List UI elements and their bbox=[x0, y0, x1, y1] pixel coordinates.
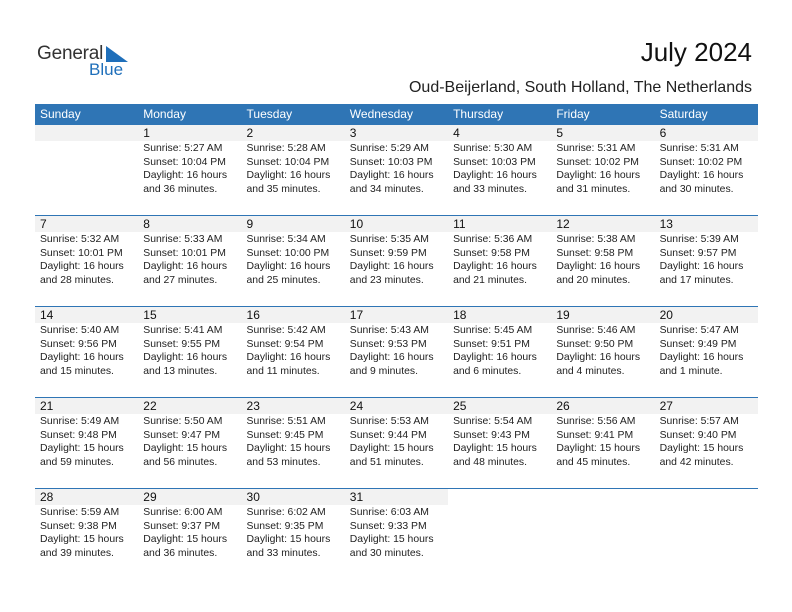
logo-general-text: General bbox=[37, 43, 104, 64]
day-daylight1-text: Daylight: 15 hours bbox=[453, 443, 537, 454]
day-cell bbox=[345, 125, 448, 199]
day-sunset-text: Sunset: 9:33 PM bbox=[349, 520, 427, 532]
day-number: 7 bbox=[35, 216, 138, 232]
day-daylight1-text: Daylight: 16 hours bbox=[349, 352, 434, 363]
day-sun-info bbox=[350, 505, 448, 560]
day-sunrise-text: Sunrise: 6:02 AM bbox=[246, 507, 326, 518]
day-daylight1-text: Daylight: 16 hours bbox=[143, 352, 228, 363]
day-cell bbox=[551, 216, 654, 290]
day-sunset-text: Sunset: 9:43 PM bbox=[453, 429, 530, 441]
day-daylight2-text: and 27 minutes. bbox=[143, 274, 218, 286]
day-cell bbox=[35, 307, 138, 381]
day-daylight2-text: and 6 minutes. bbox=[453, 365, 522, 377]
day-daylight1-text: Daylight: 16 hours bbox=[453, 170, 537, 181]
day-daylight1-text: Daylight: 16 hours bbox=[349, 170, 434, 181]
day-number: 11 bbox=[448, 216, 551, 232]
day-number bbox=[35, 125, 138, 141]
day-number bbox=[551, 489, 654, 505]
weekday-saturday: Saturday bbox=[659, 107, 708, 121]
day-number: 24 bbox=[345, 398, 448, 414]
day-daylight2-text: and 45 minutes. bbox=[556, 456, 631, 468]
day-number: 5 bbox=[551, 125, 654, 141]
day-daylight1-text: Daylight: 15 hours bbox=[246, 534, 331, 545]
day-daylight1-text: Daylight: 16 hours bbox=[556, 352, 641, 363]
day-cell bbox=[551, 307, 654, 381]
weekday-wednesday: Wednesday bbox=[349, 107, 413, 121]
day-daylight1-text: Daylight: 15 hours bbox=[349, 534, 434, 545]
day-cell bbox=[448, 216, 551, 290]
day-daylight2-text: and 30 minutes. bbox=[659, 183, 734, 195]
day-sunset-text: Sunset: 10:01 PM bbox=[143, 247, 226, 259]
logo bbox=[37, 43, 137, 83]
day-sun-info bbox=[556, 141, 654, 196]
day-sunrise-text: Sunrise: 6:03 AM bbox=[349, 507, 429, 518]
day-daylight2-text: and 21 minutes. bbox=[453, 274, 527, 286]
day-daylight1-text: Daylight: 16 hours bbox=[659, 170, 744, 181]
day-sunrise-text: Sunrise: 5:38 AM bbox=[556, 234, 636, 245]
day-cell bbox=[345, 307, 448, 381]
day-daylight2-text: and 11 minutes. bbox=[246, 365, 320, 377]
day-sunset-text: Sunset: 10:03 PM bbox=[453, 156, 536, 168]
day-sunrise-text: Sunrise: 5:45 AM bbox=[453, 325, 533, 336]
day-cell bbox=[35, 398, 138, 472]
day-daylight1-text: Daylight: 16 hours bbox=[453, 261, 537, 272]
day-sun-info bbox=[556, 232, 654, 287]
day-sunset-text: Sunset: 9:54 PM bbox=[246, 338, 324, 350]
empty-day-cell bbox=[448, 489, 551, 563]
day-cell bbox=[242, 398, 345, 472]
day-sunrise-text: Sunrise: 5:31 AM bbox=[556, 143, 636, 154]
empty-day-cell bbox=[655, 489, 758, 563]
calendar-week bbox=[35, 488, 758, 563]
day-sun-info bbox=[40, 323, 138, 378]
day-sunrise-text: Sunrise: 5:35 AM bbox=[349, 234, 429, 245]
day-daylight2-text: and 1 minute. bbox=[659, 365, 723, 377]
day-sun-info bbox=[556, 414, 654, 469]
day-number: 8 bbox=[138, 216, 241, 232]
day-cell bbox=[242, 125, 345, 199]
day-sunset-text: Sunset: 10:04 PM bbox=[143, 156, 226, 168]
day-cell bbox=[345, 398, 448, 472]
day-cell bbox=[138, 307, 241, 381]
day-sunset-text: Sunset: 9:55 PM bbox=[143, 338, 221, 350]
day-sunset-text: Sunset: 9:41 PM bbox=[556, 429, 634, 441]
day-daylight2-text: and 35 minutes. bbox=[246, 183, 321, 195]
day-daylight2-text: and 31 minutes. bbox=[556, 183, 631, 195]
day-daylight1-text: Daylight: 16 hours bbox=[143, 170, 228, 181]
day-sunset-text: Sunset: 9:37 PM bbox=[143, 520, 221, 532]
day-number bbox=[448, 489, 551, 505]
day-cell bbox=[35, 216, 138, 290]
day-sunset-text: Sunset: 9:56 PM bbox=[40, 338, 117, 350]
day-sunset-text: Sunset: 10:02 PM bbox=[659, 156, 743, 168]
day-daylight1-text: Daylight: 16 hours bbox=[143, 261, 228, 272]
week-row bbox=[35, 489, 758, 563]
day-sun-info bbox=[660, 141, 758, 196]
day-sunrise-text: Sunrise: 5:59 AM bbox=[40, 507, 120, 518]
day-sunset-text: Sunset: 9:59 PM bbox=[349, 247, 427, 259]
day-number: 20 bbox=[655, 307, 758, 323]
day-sunrise-text: Sunrise: 5:29 AM bbox=[349, 143, 429, 154]
day-daylight2-text: and 48 minutes. bbox=[453, 456, 527, 468]
day-sunrise-text: Sunrise: 5:34 AM bbox=[246, 234, 326, 245]
day-daylight1-text: Daylight: 16 hours bbox=[246, 170, 331, 181]
day-daylight2-text: and 39 minutes. bbox=[40, 547, 114, 559]
day-number: 18 bbox=[448, 307, 551, 323]
day-sunset-text: Sunset: 9:49 PM bbox=[659, 338, 737, 350]
day-number: 30 bbox=[242, 489, 345, 505]
week-row bbox=[35, 307, 758, 381]
weekday-tuesday: Tuesday bbox=[246, 107, 293, 121]
day-daylight2-text: and 23 minutes. bbox=[349, 274, 424, 286]
day-daylight1-text: Daylight: 15 hours bbox=[40, 534, 124, 545]
day-daylight1-text: Daylight: 16 hours bbox=[40, 261, 124, 272]
day-daylight1-text: Daylight: 16 hours bbox=[246, 352, 331, 363]
day-sun-info bbox=[143, 323, 241, 378]
day-number: 25 bbox=[448, 398, 551, 414]
day-daylight1-text: Daylight: 16 hours bbox=[556, 170, 641, 181]
day-sunrise-text: Sunrise: 5:30 AM bbox=[453, 143, 533, 154]
day-daylight2-text: and 53 minutes. bbox=[246, 456, 321, 468]
day-sun-info bbox=[143, 414, 241, 469]
day-sunrise-text: Sunrise: 5:50 AM bbox=[143, 416, 223, 427]
day-cell bbox=[138, 489, 241, 563]
day-sun-info bbox=[247, 232, 345, 287]
day-sunset-text: Sunset: 10:01 PM bbox=[40, 247, 123, 259]
day-sunset-text: Sunset: 9:45 PM bbox=[246, 429, 324, 441]
day-cell bbox=[551, 125, 654, 199]
day-number: 31 bbox=[345, 489, 448, 505]
day-daylight1-text: Daylight: 16 hours bbox=[453, 352, 537, 363]
day-number: 17 bbox=[345, 307, 448, 323]
day-daylight2-text: and 15 minutes. bbox=[40, 365, 114, 377]
day-sunset-text: Sunset: 9:44 PM bbox=[349, 429, 427, 441]
calendar-week bbox=[35, 397, 758, 472]
day-cell bbox=[655, 398, 758, 472]
day-daylight2-text: and 9 minutes. bbox=[349, 365, 418, 377]
day-daylight1-text: Daylight: 15 hours bbox=[143, 534, 228, 545]
logo-blue-text: Blue bbox=[89, 60, 124, 79]
day-sun-info bbox=[247, 505, 345, 560]
day-sun-info bbox=[453, 323, 551, 378]
day-cell bbox=[655, 125, 758, 199]
day-number: 27 bbox=[655, 398, 758, 414]
day-cell bbox=[35, 489, 138, 563]
day-sun-info bbox=[247, 141, 345, 196]
day-sunrise-text: Sunrise: 5:47 AM bbox=[659, 325, 739, 336]
empty-day-cell bbox=[551, 489, 654, 563]
day-sunset-text: Sunset: 9:47 PM bbox=[143, 429, 221, 441]
day-sunrise-text: Sunrise: 5:41 AM bbox=[143, 325, 223, 336]
weekday-thursday: Thursday bbox=[453, 107, 504, 121]
day-number bbox=[655, 489, 758, 505]
day-sun-info bbox=[247, 414, 345, 469]
day-sun-info bbox=[143, 232, 241, 287]
day-number: 22 bbox=[138, 398, 241, 414]
day-daylight2-text: and 20 minutes. bbox=[556, 274, 631, 286]
day-sunrise-text: Sunrise: 5:39 AM bbox=[659, 234, 739, 245]
day-sunrise-text: Sunrise: 6:00 AM bbox=[143, 507, 223, 518]
day-sunrise-text: Sunrise: 5:54 AM bbox=[453, 416, 533, 427]
day-sunrise-text: Sunrise: 5:36 AM bbox=[453, 234, 533, 245]
day-daylight1-text: Daylight: 15 hours bbox=[659, 443, 744, 454]
day-sun-info bbox=[350, 232, 448, 287]
day-sun-info bbox=[660, 323, 758, 378]
day-sunrise-text: Sunrise: 5:46 AM bbox=[556, 325, 636, 336]
day-number: 26 bbox=[551, 398, 654, 414]
day-sun-info bbox=[350, 323, 448, 378]
calendar bbox=[35, 104, 758, 563]
day-sunrise-text: Sunrise: 5:43 AM bbox=[349, 325, 429, 336]
day-daylight1-text: Daylight: 15 hours bbox=[556, 443, 641, 454]
day-number: 29 bbox=[138, 489, 241, 505]
day-daylight1-text: Daylight: 16 hours bbox=[659, 261, 744, 272]
location-subtitle: Oud-Beijerland, South Holland, The Netherlands bbox=[408, 79, 752, 96]
day-number: 6 bbox=[655, 125, 758, 141]
day-cell bbox=[138, 398, 241, 472]
day-daylight1-text: Daylight: 15 hours bbox=[40, 443, 124, 454]
day-sun-info bbox=[40, 232, 138, 287]
day-cell bbox=[655, 307, 758, 381]
day-sun-info bbox=[453, 232, 551, 287]
day-daylight2-text: and 33 minutes. bbox=[246, 547, 321, 559]
calendar-week bbox=[35, 215, 758, 290]
day-sun-info bbox=[556, 323, 654, 378]
day-sunset-text: Sunset: 10:02 PM bbox=[556, 156, 639, 168]
day-sun-info bbox=[350, 141, 448, 196]
day-sunrise-text: Sunrise: 5:40 AM bbox=[40, 325, 120, 336]
day-daylight2-text: and 51 minutes. bbox=[349, 456, 424, 468]
day-daylight2-text: and 28 minutes. bbox=[40, 274, 114, 286]
day-sunset-text: Sunset: 9:48 PM bbox=[40, 429, 117, 441]
day-cell bbox=[242, 489, 345, 563]
day-cell bbox=[138, 216, 241, 290]
day-sun-info bbox=[350, 414, 448, 469]
day-sun-info bbox=[143, 141, 241, 196]
day-number: 28 bbox=[35, 489, 138, 505]
day-number: 1 bbox=[138, 125, 241, 141]
day-daylight1-text: Daylight: 16 hours bbox=[659, 352, 744, 363]
day-number: 3 bbox=[345, 125, 448, 141]
day-number: 21 bbox=[35, 398, 138, 414]
day-sunrise-text: Sunrise: 5:42 AM bbox=[246, 325, 326, 336]
day-number: 14 bbox=[35, 307, 138, 323]
day-daylight1-text: Daylight: 15 hours bbox=[349, 443, 434, 454]
day-sunset-text: Sunset: 9:40 PM bbox=[659, 429, 737, 441]
day-sunrise-text: Sunrise: 5:33 AM bbox=[143, 234, 223, 245]
day-daylight2-text: and 34 minutes. bbox=[349, 183, 424, 195]
day-cell bbox=[138, 125, 241, 199]
weekday-sunday: Sunday bbox=[40, 107, 81, 121]
day-cell bbox=[242, 307, 345, 381]
day-number: 4 bbox=[448, 125, 551, 141]
day-cell bbox=[448, 398, 551, 472]
day-sun-info bbox=[40, 505, 138, 560]
day-sunset-text: Sunset: 9:38 PM bbox=[40, 520, 117, 532]
week-row bbox=[35, 125, 758, 199]
empty-day-cell bbox=[35, 125, 138, 199]
day-number: 15 bbox=[138, 307, 241, 323]
day-daylight1-text: Daylight: 15 hours bbox=[246, 443, 331, 454]
day-sunrise-text: Sunrise: 5:51 AM bbox=[246, 416, 326, 427]
day-sun-info bbox=[247, 323, 345, 378]
day-daylight1-text: Daylight: 16 hours bbox=[556, 261, 641, 272]
day-daylight1-text: Daylight: 16 hours bbox=[246, 261, 331, 272]
day-sun-info bbox=[453, 414, 551, 469]
day-sunrise-text: Sunrise: 5:57 AM bbox=[659, 416, 739, 427]
day-number: 13 bbox=[655, 216, 758, 232]
weekday-friday: Friday bbox=[556, 107, 590, 121]
day-cell bbox=[551, 398, 654, 472]
page-title: July 2024 bbox=[640, 37, 752, 67]
calendar-weeks bbox=[35, 125, 758, 563]
weekday-header bbox=[35, 104, 758, 125]
day-cell bbox=[655, 216, 758, 290]
day-sun-info bbox=[40, 414, 138, 469]
day-number: 19 bbox=[551, 307, 654, 323]
day-sun-info bbox=[453, 141, 551, 196]
day-sunrise-text: Sunrise: 5:28 AM bbox=[246, 143, 326, 154]
week-row bbox=[35, 216, 758, 290]
day-sunrise-text: Sunrise: 5:56 AM bbox=[556, 416, 636, 427]
day-cell bbox=[448, 307, 551, 381]
weekday-monday: Monday bbox=[143, 107, 186, 121]
day-cell bbox=[345, 216, 448, 290]
day-sunrise-text: Sunrise: 5:31 AM bbox=[659, 143, 739, 154]
calendar-week bbox=[35, 125, 758, 199]
day-daylight2-text: and 59 minutes. bbox=[40, 456, 114, 468]
day-daylight2-text: and 42 minutes. bbox=[659, 456, 734, 468]
day-daylight2-text: and 36 minutes. bbox=[143, 183, 218, 195]
day-sunrise-text: Sunrise: 5:53 AM bbox=[349, 416, 429, 427]
day-sunset-text: Sunset: 10:03 PM bbox=[349, 156, 433, 168]
day-sunrise-text: Sunrise: 5:27 AM bbox=[143, 143, 223, 154]
day-daylight2-text: and 30 minutes. bbox=[349, 547, 424, 559]
day-number: 9 bbox=[242, 216, 345, 232]
day-sun-info bbox=[660, 232, 758, 287]
day-daylight2-text: and 36 minutes. bbox=[143, 547, 218, 559]
day-daylight2-text: and 4 minutes. bbox=[556, 365, 625, 377]
day-sunset-text: Sunset: 9:53 PM bbox=[349, 338, 427, 350]
calendar-week bbox=[35, 306, 758, 381]
day-sunset-text: Sunset: 10:04 PM bbox=[246, 156, 330, 168]
day-sunrise-text: Sunrise: 5:32 AM bbox=[40, 234, 120, 245]
day-daylight2-text: and 13 minutes. bbox=[143, 365, 218, 377]
day-sunset-text: Sunset: 9:58 PM bbox=[556, 247, 634, 259]
day-number: 10 bbox=[345, 216, 448, 232]
day-cell bbox=[448, 125, 551, 199]
day-number: 2 bbox=[242, 125, 345, 141]
day-daylight2-text: and 33 minutes. bbox=[453, 183, 527, 195]
day-sunset-text: Sunset: 9:50 PM bbox=[556, 338, 634, 350]
day-number: 12 bbox=[551, 216, 654, 232]
day-daylight1-text: Daylight: 15 hours bbox=[143, 443, 228, 454]
day-daylight1-text: Daylight: 16 hours bbox=[40, 352, 124, 363]
day-cell bbox=[345, 489, 448, 563]
day-sunset-text: Sunset: 9:35 PM bbox=[246, 520, 324, 532]
day-number: 16 bbox=[242, 307, 345, 323]
day-number: 23 bbox=[242, 398, 345, 414]
day-daylight2-text: and 25 minutes. bbox=[246, 274, 321, 286]
day-sunset-text: Sunset: 9:57 PM bbox=[659, 247, 737, 259]
day-sunset-text: Sunset: 9:51 PM bbox=[453, 338, 530, 350]
week-row bbox=[35, 398, 758, 472]
day-sunset-text: Sunset: 9:58 PM bbox=[453, 247, 530, 259]
day-daylight1-text: Daylight: 16 hours bbox=[349, 261, 434, 272]
day-sun-info bbox=[660, 414, 758, 469]
day-daylight2-text: and 56 minutes. bbox=[143, 456, 218, 468]
day-sunrise-text: Sunrise: 5:49 AM bbox=[40, 416, 120, 427]
day-daylight2-text: and 17 minutes. bbox=[659, 274, 734, 286]
day-sunset-text: Sunset: 10:00 PM bbox=[246, 247, 330, 259]
day-cell bbox=[242, 216, 345, 290]
day-sun-info bbox=[143, 505, 241, 560]
